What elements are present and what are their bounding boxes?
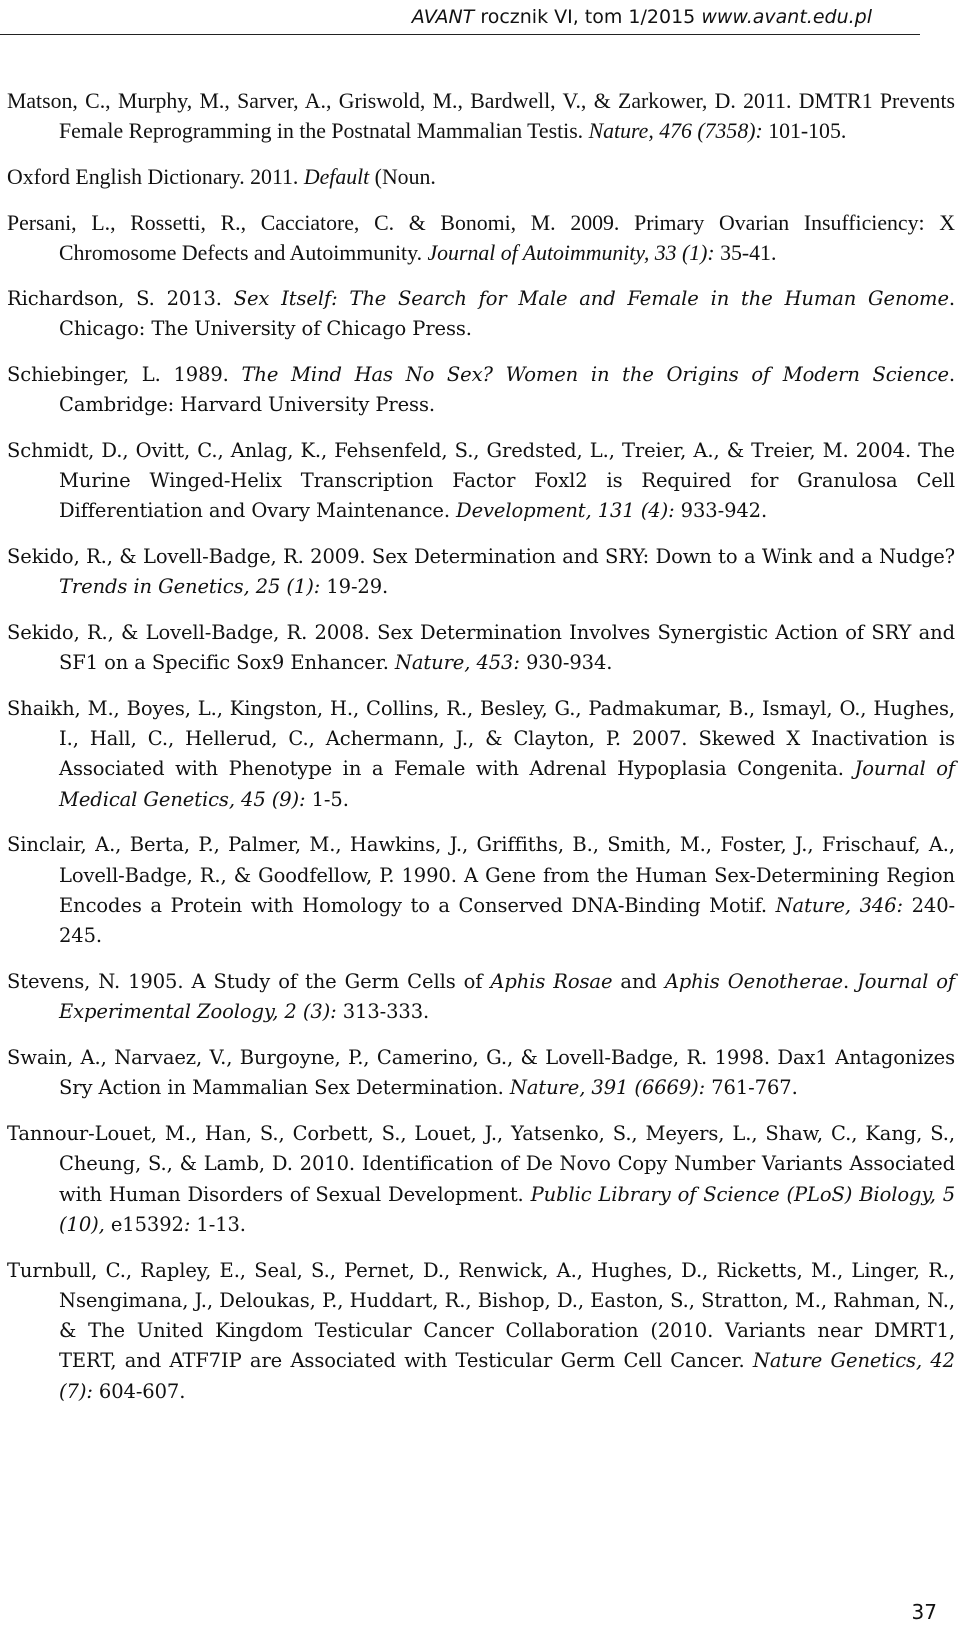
reference-entry xyxy=(7,86,955,147)
reference-entry xyxy=(7,284,955,345)
reference-text-segment: 1-13. xyxy=(190,1212,246,1236)
reference-text-segment: 930-934. xyxy=(519,651,613,675)
reference-text-segment: . Chicago: The University of Chicago Press. xyxy=(59,286,955,340)
reference-italic-segment: : xyxy=(183,1212,191,1236)
reference-text-segment: Sinclair, A., Berta, P., Palmer, M., Hawkins, J., Griffiths, B., Smith, M., Foster, J., Frischauf, A., Lovell-Badge, R., & Goodfellow, P. 1990. A Gene from the Human Sex-Determining Region Encodes a Protein with Homology to a Conserved DNA-Binding Motif. xyxy=(7,833,955,918)
reference-text-segment: . xyxy=(842,970,858,994)
reference-italic-segment: Aphis Rosae xyxy=(490,970,613,994)
reference-text-segment: Schiebinger, L. 1989. xyxy=(7,362,242,386)
reference-text-segment: . Cambridge: Harvard University Press. xyxy=(59,362,955,416)
reference-text-segment: Persani, L., Rossetti, R., Cacciatore, C. & Bonomi, M. 2009. xyxy=(7,210,635,235)
reference-text-segment: 933-942. xyxy=(674,499,768,523)
reference-text-segment: Swain, A., Narvaez, V., Burgoyne, P., Camerino, G., & Lovell-Badge, R. 1998. Dax1 Antagonizes Sry Action in Mammalian Sex Determination. xyxy=(7,1046,955,1100)
reference-entry xyxy=(7,1119,955,1240)
reference-text-segment: Shaikh, M., Boyes, L., Kingston, H., Collins, R., Besley, G., Padmakumar, B., Ismayl, O., Hughes, I., Hall, C., Hellerud, C., Achermann, J., & Clayton, P. 2007. Skewed X Inactivation is Associated with Phenotype in a Female with Adrenal Hypoplasia Congenita. xyxy=(7,696,955,781)
reference-text-segment: 313-333. xyxy=(336,1000,430,1024)
reference-text-segment: 240-245. xyxy=(59,894,955,948)
reference-italic-segment: Nature, 391 (6669): xyxy=(509,1076,706,1100)
reference-italic-segment: Default xyxy=(303,164,370,189)
reference-italic-segment: Journal of Experimental Zoology, 2 (3): xyxy=(59,970,956,1024)
reference-italic-segment: The Mind Has No Sex? Women in the Origins of Modern Science xyxy=(241,362,949,386)
reference-entry xyxy=(7,694,955,815)
reference-text-segment: Tannour-Louet, M., Han, S., Corbett, S., Louet, J., Yatsenko, S., Meyers, L., Shaw, C., Kang, S., Cheung, S., & Lamb, D. 2010. Identification of De Novo Copy Number Variants Associated with Human Disorders of Sexual Development. xyxy=(7,1122,955,1206)
reference-text-segment: Primary Ovarian Insufficiency: X Chromosome Defects and Autoimmunity. xyxy=(59,210,955,265)
reference-text-segment: Richardson, S. 2013. xyxy=(7,286,234,310)
reference-text-segment: 35-41. xyxy=(714,240,777,265)
reference-text-segment: Matson, C., Murphy, M., Sarver, A., Griswold, M., Bardwell, V., & Zarkower, D. 2011. DMTR1 Prevents Female Reprogramming in the Postnatal Mammalian Testis. xyxy=(7,89,955,144)
reference-italic-segment: Aphis Oenotherae xyxy=(664,970,843,994)
reference-entry xyxy=(7,360,955,421)
reference-text-segment: e15392 xyxy=(104,1212,184,1236)
reference-text-segment: and xyxy=(612,970,665,994)
journal-name: AVANT xyxy=(411,6,475,28)
reference-text-segment: 604-607. xyxy=(92,1379,186,1403)
reference-italic-segment: Sex Itself: The Search for Male and Female in the Human Genome xyxy=(233,286,949,310)
reference-list xyxy=(7,86,955,1422)
reference-italic-segment: Nature, 476 (7358): xyxy=(588,119,763,144)
reference-italic-segment: Nature Genetics, 42 (7): xyxy=(59,1349,955,1403)
reference-text-segment: Oxford English Dictionary. 2011. xyxy=(7,164,304,189)
reference-entry xyxy=(7,208,955,269)
reference-entry xyxy=(7,162,955,192)
reference-text-segment: Schmidt, D., Ovitt, C., Anlag, K., Fehsenfeld, S., Gredsted, L., Treier, A., & Treier, M. 2004. The Murine Winged-Helix Transcription Factor Foxl2 is Required for Granulosa Cell Differentiation and Ovary Maintenance. xyxy=(7,438,955,523)
reference-italic-segment: Journal of Medical Genetics, 45 (9): xyxy=(59,757,955,811)
reference-italic-segment: Nature, 453: xyxy=(394,651,520,675)
journal-volume: rocznik VI, tom 1/2015 xyxy=(480,6,696,28)
header-text xyxy=(412,6,872,28)
reference-entry xyxy=(7,618,955,679)
reference-text-segment: 19-29. xyxy=(320,575,389,599)
journal-url[interactable]: www.avant.edu.pl xyxy=(701,6,872,28)
reference-entry xyxy=(7,1043,955,1104)
reference-text-segment: 101-105. xyxy=(762,119,847,144)
reference-entry xyxy=(7,1256,955,1407)
reference-text-segment: 761-767. xyxy=(705,1076,798,1100)
reference-italic-segment: Development, 131 (4): xyxy=(456,499,675,523)
reference-entry xyxy=(7,830,955,951)
reference-text-segment: Turnbull, C., Rapley, E., Seal, S., Pernet, D., Renwick, A., Hughes, D., Ricketts, M., Linger, R., Nsengimana, J., Deloukas, P., Huddart, R., Bishop, D., Easton, S., Stratton, M., Rahman, N., & The United Kingdom Testicular Cancer Collaboration (2010. Variants near DMRT1, TERT, and ATF7IP are Associated with Testicular Germ Cell Cancer. xyxy=(7,1258,955,1373)
reference-text-segment: Sekido, R., & Lovell-Badge, R. 2008. Sex Determination Involves Synergistic Action of SRY and SF1 on a Specific Sox9 Enhancer. xyxy=(7,620,955,675)
reference-entry xyxy=(7,542,955,603)
reference-text-segment: 1-5. xyxy=(305,787,349,811)
reference-italic-segment: Journal of Autoimmunity, 33 (1): xyxy=(427,240,715,265)
reference-italic-segment: Public Library of Science (PLoS) Biology, 5 (10), xyxy=(59,1182,955,1236)
reference-italic-segment: Nature, 346: xyxy=(775,894,903,918)
reference-text-segment: Sekido, R., & Lovell-Badge, R. 2009. Sex Determination and SRY: Down to a Wink and a Nudge? xyxy=(7,544,955,568)
running-header xyxy=(0,0,920,35)
page-number: 37 xyxy=(911,1600,937,1624)
reference-entry xyxy=(7,436,955,527)
reference-text-segment: Stevens, N. 1905. A Study of the Germ Cells of xyxy=(7,970,491,994)
reference-text-segment: (Noun. xyxy=(369,164,436,189)
reference-entry xyxy=(7,967,955,1028)
reference-italic-segment: Trends in Genetics, 25 (1): xyxy=(59,575,321,599)
